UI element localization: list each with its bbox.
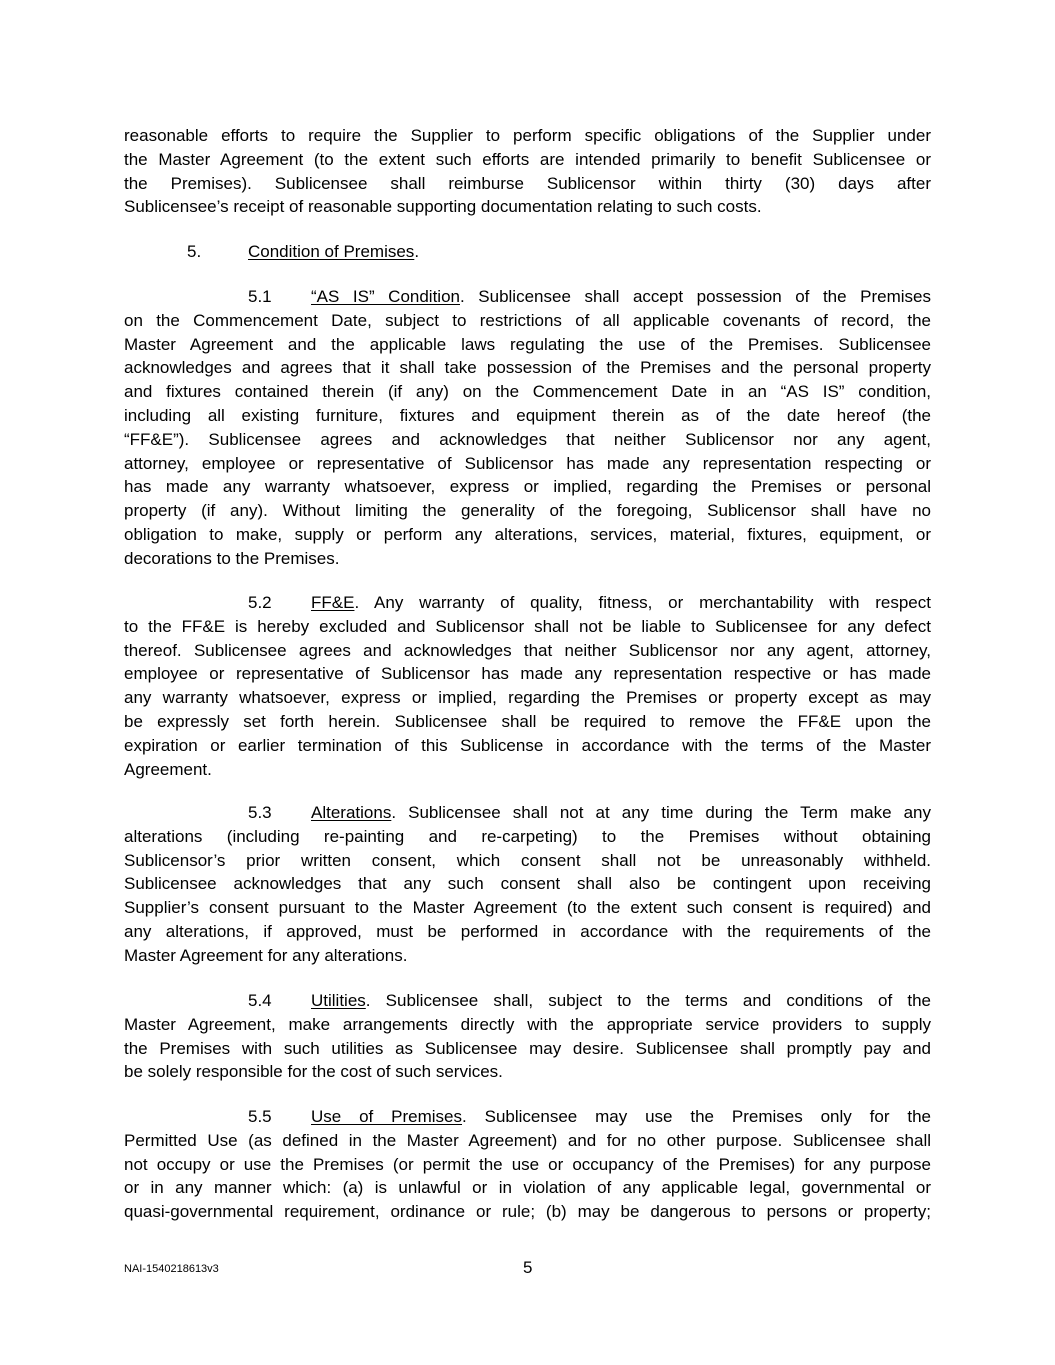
text-line: the Premises). Sublicensee shall reimburse Sublicensor within thirty (30) days after xyxy=(124,173,931,193)
subsection-title: FF&E xyxy=(311,593,355,612)
text-line: acknowledges and agrees that it shall take possession of the Premises and the personal property xyxy=(124,358,931,378)
text-line: including all existing furniture, fixtures and equipment therein as of the date hereof (the xyxy=(124,405,931,425)
subsection-title: Utilities xyxy=(311,991,366,1010)
text-line: Permitted Use (as defined in the Master Agreement) and for no other purpose. Sublicensee shall xyxy=(124,1130,931,1150)
subsection-number: 5.3 xyxy=(248,803,272,822)
page-number: 5 xyxy=(523,1258,533,1277)
first-line xyxy=(124,801,931,825)
first-line xyxy=(124,989,931,1013)
section-title: Condition of Premises xyxy=(248,242,415,261)
text-run: . Sublicensee shall, subject to the terms and conditions of the xyxy=(365,991,931,1010)
subsection-number: 5.5 xyxy=(248,1107,272,1126)
subsection-5-3 xyxy=(124,801,931,968)
text-line: and fixtures contained therein (if any) on the Commencement Date in an “AS IS” condition, xyxy=(124,382,931,402)
first-line xyxy=(124,591,931,615)
text-line: reasonable efforts to require the Supplier to perform specific obligations of the Supplier under xyxy=(124,126,931,145)
text-run: . Sublicensee shall accept possession of the Premises xyxy=(460,287,931,306)
text-line: Master Agreement and the applicable laws regulating the use of the Premises. Sublicensee xyxy=(124,334,931,354)
document-id: NAI-1540218613v3 xyxy=(124,1263,219,1275)
text-line: be solely responsible for the cost of such services. xyxy=(124,1062,503,1082)
text-line: Sublicensee acknowledges that any such consent shall also be contingent upon receiving xyxy=(124,874,931,894)
text-line: Supplier’s consent pursuant to the Master Agreement (to the extent such consent is required) and xyxy=(124,898,931,918)
text-line: any alterations, if approved, must be performed in accordance with the requirements of the xyxy=(124,921,931,941)
text-line: Agreement. xyxy=(124,759,212,779)
text-run: . Any warranty of quality, fitness, or merchantability with respect xyxy=(354,593,931,612)
subsection-title: Alterations xyxy=(311,803,392,822)
subsection-5-2 xyxy=(124,591,931,781)
section-title-suffix: . xyxy=(414,242,420,261)
text-line: Sublicensee’s receipt of reasonable supporting documentation relating to such costs. xyxy=(124,197,762,217)
subsection-number: 5.1 xyxy=(248,287,272,306)
intro-paragraph xyxy=(124,124,931,219)
text-line: on the Commencement Date, subject to restrictions of all applicable covenants of record, the xyxy=(124,310,931,330)
first-line xyxy=(124,1105,931,1129)
subsection-number: 5.4 xyxy=(248,991,272,1010)
text-line: the Premises with such utilities as Sublicensee may desire. Sublicensee shall promptly pay and xyxy=(124,1038,931,1058)
text-line: any warranty whatsoever, express or implied, regarding the Premises or property except as may xyxy=(124,688,931,708)
text-line: to the FF&E is hereby excluded and Sublicensor shall not be liable to Sublicensee for any defect xyxy=(124,616,931,636)
text-line: property (if any). Without limiting the generality of the foregoing, Sublicensor shall have no xyxy=(124,501,931,521)
subsection-number: 5.2 xyxy=(248,593,272,612)
text-run: . Sublicensee may use the Premises only for the xyxy=(462,1107,932,1126)
text-line: alterations (including re-painting and re-carpeting) to the Premises without obtaining xyxy=(124,826,931,846)
subsection-5-5 xyxy=(124,1105,931,1224)
text-run: . Sublicensee shall not at any time during the Term make any xyxy=(391,803,931,822)
subsection-5-1 xyxy=(124,285,931,571)
text-line: not occupy or use the Premises (or permit the use or occupancy of the Premises) for any purpose xyxy=(124,1154,931,1174)
subsection-5-4 xyxy=(124,989,931,1084)
text-line: Sublicensor’s prior written consent, which consent shall not be unreasonably withheld. xyxy=(124,850,931,870)
text-line: Master Agreement, make arrangements directly with the appropriate service providers to supply xyxy=(124,1014,931,1034)
text-line: decorations to the Premises. xyxy=(124,548,340,568)
text-line: the Master Agreement (to the extent such efforts are intended primarily to benefit Sublicensee or xyxy=(124,149,931,169)
text-line: expiration or earlier termination of this Sublicense in accordance with the terms of the Master xyxy=(124,735,931,755)
section-heading xyxy=(187,240,419,264)
text-line: quasi-governmental requirement, ordinance or rule; (b) may be dangerous to persons or property; xyxy=(124,1202,931,1222)
text-line: be expressly set forth herein. Sublicensee shall be required to remove the FF&E upon the xyxy=(124,711,931,731)
subsection-title: “AS IS” Condition xyxy=(311,287,460,306)
text-line: or in any manner which: (a) is unlawful or in violation of any applicable legal, governmental or xyxy=(124,1178,931,1198)
section-number: 5. xyxy=(187,242,202,261)
text-line: Master Agreement for any alterations. xyxy=(124,945,408,965)
text-line: obligation to make, supply or perform any alterations, services, material, fixtures, equipment, or xyxy=(124,524,931,544)
text-line: “FF&E”). Sublicensee agrees and acknowledges that neither Sublicensor nor any agent, xyxy=(124,429,931,449)
text-line: employee or representative of Sublicensor has made any representation respective or has made xyxy=(124,664,931,684)
text-line: attorney, employee or representative of Sublicensor has made any representation respecting or xyxy=(124,453,931,473)
subsection-title: Use of Premises xyxy=(311,1107,463,1126)
text-line: thereof. Sublicensee agrees and acknowledges that neither Sublicensor nor any agent, attorney, xyxy=(124,640,931,660)
first-line xyxy=(124,285,931,309)
text-line: has made any warranty whatsoever, express or implied, regarding the Premises or personal xyxy=(124,477,931,497)
